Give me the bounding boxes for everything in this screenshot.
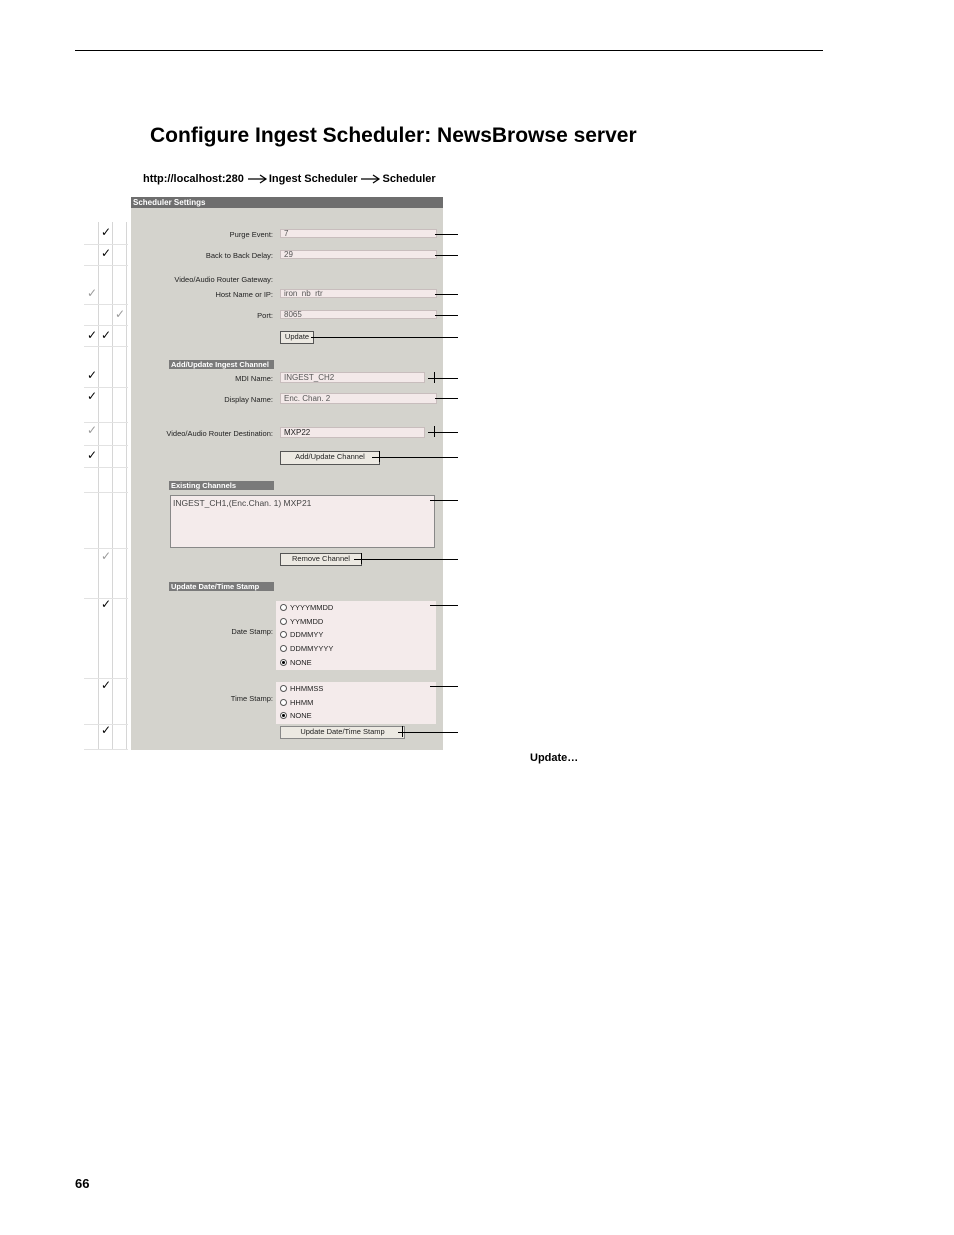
check-icon: ✓ [101, 225, 112, 239]
radio-button[interactable] [280, 645, 287, 652]
time-stamp-option-hhmm[interactable]: HHMM [276, 696, 436, 710]
date-stamp-option-none[interactable]: NONE [276, 655, 436, 669]
callout-tick [434, 426, 435, 437]
date-stamp-option-yymmdd[interactable]: YYMMDD [276, 615, 436, 629]
check-icon: ✓ [101, 328, 112, 342]
back-to-back-delay-input[interactable]: 29 [280, 250, 437, 259]
callout-line [398, 732, 458, 733]
time-stamp-option-none[interactable]: NONE [276, 709, 436, 723]
check-icon: ✓ [87, 423, 98, 437]
callout-line [435, 294, 458, 295]
router-destination-label: Video/Audio Router Destination: [166, 429, 273, 438]
update-button[interactable]: Update [280, 331, 314, 344]
callout-line [435, 315, 458, 316]
callout-line [430, 686, 458, 687]
check-icon: ✓ [101, 723, 112, 737]
check-icon: ✓ [87, 286, 98, 300]
callout-line [428, 432, 458, 433]
check-icon: ✓ [87, 448, 98, 462]
callout-line [354, 559, 458, 560]
existing-channels-section-header: Existing Channels [169, 481, 274, 490]
breadcrumb-url: http://localhost:280 [143, 173, 244, 185]
top-rule [75, 50, 823, 51]
check-icon: ✓ [87, 389, 98, 403]
date-time-stamp-section-header: Update Date/Time Stamp [169, 582, 274, 591]
callout-line [430, 605, 458, 606]
callout-line [311, 337, 458, 338]
check-icon: ✓ [87, 328, 98, 342]
grid-line [84, 304, 128, 305]
router-gateway-label: Video/Audio Router Gateway: [174, 275, 273, 284]
host-name-input[interactable]: iron_nb_rtr [280, 289, 437, 298]
time-stamp-radio-group [276, 682, 436, 724]
date-stamp-label: Date Stamp: [231, 627, 273, 636]
radio-button-selected[interactable] [280, 659, 287, 666]
add-update-channel-button[interactable]: Add/Update Channel [280, 451, 380, 465]
radio-button[interactable] [280, 618, 287, 625]
radio-button[interactable] [280, 604, 287, 611]
callout-tick [402, 726, 403, 737]
callout-line [372, 457, 458, 458]
radio-button[interactable] [280, 685, 287, 692]
purge-event-label: Purge Event: [229, 230, 273, 239]
arrow-right-icon [248, 174, 268, 184]
add-update-section-header: Add/Update Ingest Channel [169, 360, 274, 369]
date-stamp-option-ddmmyy[interactable]: DDMMYY [276, 628, 436, 642]
arrow-right-icon [361, 174, 381, 184]
date-stamp-option-ddmmyyyy[interactable]: DDMMYYYY [276, 642, 436, 656]
page-number: 66 [75, 1176, 90, 1191]
date-stamp-radio-group [276, 601, 436, 670]
purge-event-input[interactable]: 7 [280, 229, 437, 238]
grid-line [84, 325, 128, 326]
check-icon: ✓ [115, 307, 126, 321]
router-destination-select[interactable]: MXP22 [280, 427, 425, 438]
grid-line [84, 445, 128, 446]
list-item[interactable]: INGEST_CH1,(Enc.Chan. 1) MXP21 [173, 498, 312, 508]
check-icon: ✓ [87, 368, 98, 382]
callout-tick [434, 372, 435, 383]
callout-tick [361, 553, 362, 564]
time-stamp-option-hhmmss[interactable]: HHMMSS [276, 682, 436, 696]
port-label: Port: [257, 311, 273, 320]
callout-line [435, 234, 458, 235]
display-name-label: Display Name: [224, 395, 273, 404]
check-icon: ✓ [101, 549, 112, 563]
breadcrumb [143, 173, 436, 185]
back-to-back-delay-label: Back to Back Delay: [205, 251, 273, 260]
display-name-input[interactable]: Enc. Chan. 2 [280, 393, 437, 404]
update-date-time-stamp-button[interactable]: Update Date/Time Stamp [280, 726, 405, 739]
grid-line [84, 346, 128, 347]
grid-line [84, 244, 128, 245]
grid-line [84, 749, 128, 750]
callout-line [435, 255, 458, 256]
time-stamp-label: Time Stamp: [230, 694, 273, 703]
grid-line [112, 222, 113, 750]
grid-line [84, 387, 128, 388]
callout-line [428, 378, 458, 379]
radio-button-selected[interactable] [280, 712, 287, 719]
grid-line [84, 492, 128, 493]
check-icon: ✓ [101, 246, 112, 260]
mdi-name-label: MDI Name: [235, 374, 273, 383]
grid-line [84, 265, 128, 266]
panel-header: Scheduler Settings [131, 197, 443, 208]
grid-line [84, 467, 128, 468]
callout-line [430, 500, 458, 501]
breadcrumb-scheduler: Scheduler [382, 173, 436, 185]
grid-line [126, 222, 127, 750]
existing-channels-list[interactable] [170, 495, 435, 548]
remove-channel-button[interactable]: Remove Channel [280, 553, 362, 566]
callout-tick [379, 451, 380, 462]
radio-button[interactable] [280, 631, 287, 638]
port-input[interactable]: 8065 [280, 310, 437, 319]
check-icon: ✓ [101, 597, 112, 611]
breadcrumb-ingest-scheduler: Ingest Scheduler [268, 173, 358, 185]
page-title: Configure Ingest Scheduler: NewsBrowse server [150, 124, 637, 147]
check-icon: ✓ [101, 678, 112, 692]
figure-caption: Update… [530, 752, 579, 764]
callout-line [435, 398, 458, 399]
mdi-name-input[interactable]: INGEST_CH2 [280, 372, 425, 383]
radio-button[interactable] [280, 699, 287, 706]
date-stamp-option-yyyymmdd[interactable]: YYYYMMDD [276, 601, 436, 615]
host-name-label: Host Name or IP: [215, 290, 273, 299]
grid-line [98, 222, 99, 750]
